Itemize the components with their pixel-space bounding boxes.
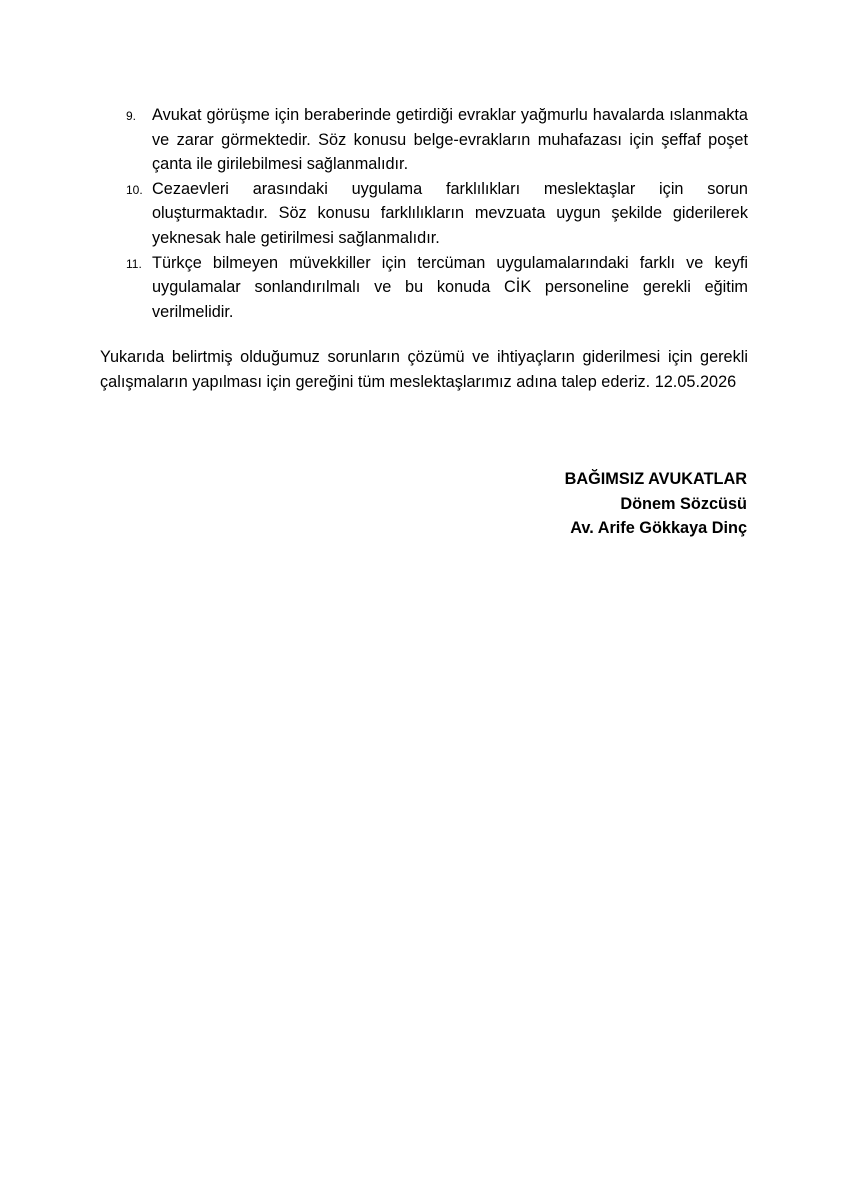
list-item [100,177,748,251]
list-item [100,251,748,325]
list-item-number: 10. [126,182,143,197]
list-item [100,103,748,177]
signature-organization: BAĞIMSIZ AVUKATLAR [564,470,747,488]
list-item-text: Avukat görüşme için beraberinde getirdiği evraklar yağmurlu havalarda ıslanmakta ve zarar görmektedir. Söz konusu belge-evrakların muhafazası için şeffaf poşet çanta ile girilebilmesi sağlanmalıdır. [152,106,748,174]
list-item-number: 11. [126,256,142,271]
list-item-text: Türkçe bilmeyen müvekkiller için tercüman uygulamalarındaki farklı ve keyfi uygulamalar sonlandırılmalı ve bu konuda CİK personeline gerekli eğitim verilmelidir. [152,253,748,321]
list-item-text: Cezaevleri arasındaki uygulama farklılıkları meslektaşlar için sorun oluşturmaktadır. Söz konusu farklılıkların mevzuata uygun şekilde giderilerek yeknesak hale getirilmesi sağlanmalıdır. [152,179,748,247]
signature-name: Av. Arife Gökkaya Dinç [570,519,747,538]
list-item-number: 9. [126,109,137,123]
signature-role: Dönem Sözcüsü [620,494,747,513]
signature-block [565,467,747,541]
demands-list [100,103,748,324]
closing-paragraph: Yukarıda belirtmiş olduğumuz sorunların çözümü ve ihtiyaçların giderilmesi için gerekli çalışmaların yapılması için gereğini tüm meslektaşlarımız adına talep ederiz. 12.05.2026 [100,348,748,391]
